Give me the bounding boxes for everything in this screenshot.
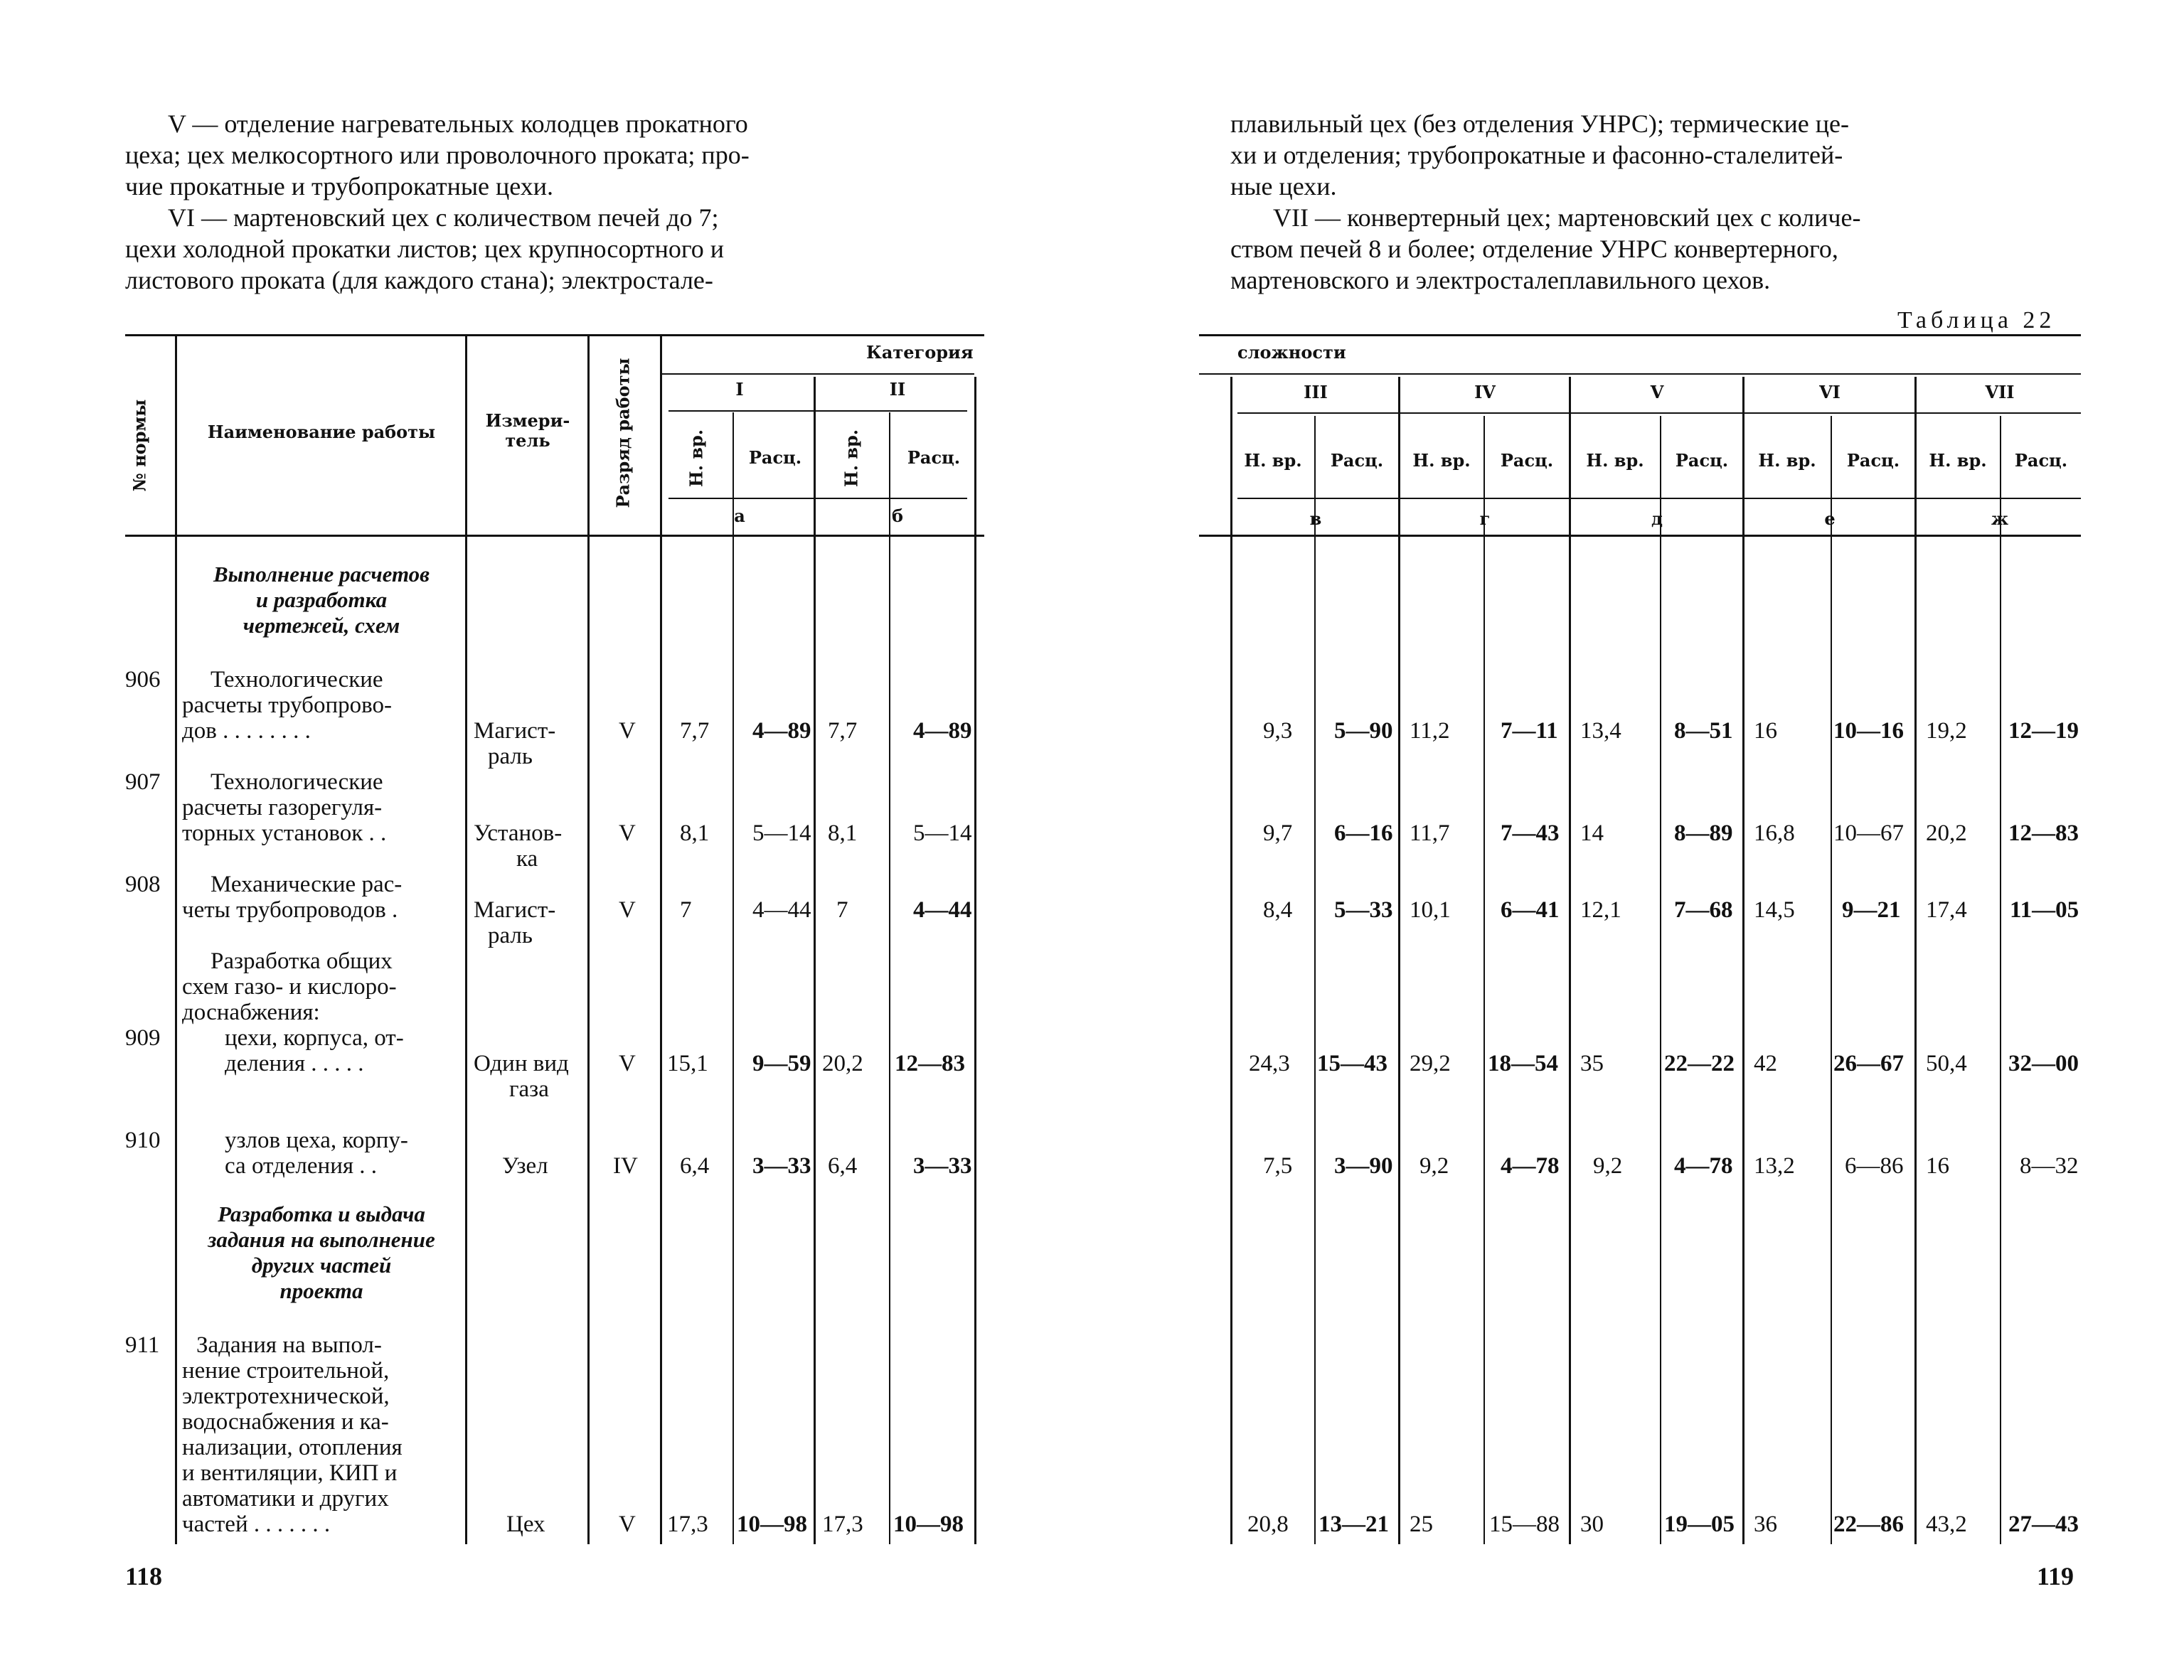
rasc-header: Расц. — [2014, 450, 2068, 471]
work-name-line: водоснабжения и ка- — [182, 1409, 389, 1435]
col-divider — [1483, 416, 1485, 1544]
text-line: листового проката (для каждого стана); электростале- — [125, 266, 713, 294]
value-rasc: 27—43 — [2008, 1512, 2079, 1537]
subcol-rule — [1237, 498, 2081, 499]
value-nvr: 17,4 — [1926, 897, 1967, 923]
work-name-line: Технологические — [211, 769, 383, 795]
value-rasc: 4—89 — [913, 718, 972, 744]
unit — [506, 1512, 545, 1537]
text-line: цеха; цех мелкосортного или проволочного проката; про- — [125, 141, 750, 169]
text-line: плавильный цех (без отделения УНРС); термические це- — [1230, 109, 1850, 138]
work-name-line: нализации, отопления — [182, 1435, 403, 1460]
work-name — [182, 769, 464, 846]
left-intro-text — [125, 108, 979, 296]
value-rasc: 6—41 — [1501, 897, 1560, 923]
section-heading — [182, 562, 461, 638]
text-line: чие прокатные и трубопрокатные цехи. — [125, 172, 554, 200]
unit-line: газа — [509, 1076, 549, 1102]
page-number-right: 119 — [2037, 1562, 2074, 1590]
n-vr-header: Н. вр. — [1412, 450, 1471, 471]
col-divider — [1398, 377, 1400, 1544]
unit-line: Узел — [502, 1153, 548, 1179]
col-divider — [660, 336, 662, 1544]
value-rasc: 5—14 — [913, 820, 972, 846]
unit-line: ка — [516, 846, 538, 872]
text-line: ные цехи. — [1230, 172, 1337, 200]
value-nvr: 20,2 — [822, 1051, 863, 1076]
sub-d-label: д — [1651, 508, 1663, 529]
text-line: VI — мартеновский цех с количеством печей до 7; — [168, 203, 719, 232]
value-nvr: 17,3 — [667, 1512, 708, 1537]
work-name-line: Разработка общих — [211, 948, 393, 974]
text-line: мартеновского и электросталеплавильного цехов. — [1230, 266, 1771, 294]
value-rasc: 8—32 — [2020, 1153, 2079, 1179]
value-rasc: 10—98 — [893, 1512, 964, 1537]
unit-header: Измери- тель — [485, 410, 570, 451]
col-divider — [465, 336, 467, 1544]
col-divider — [814, 377, 816, 1544]
value-nvr: 6,4 — [828, 1153, 858, 1179]
value-nvr: 9,3 — [1263, 718, 1293, 744]
col-divider — [587, 336, 590, 1544]
n-vr-header: Н. вр. — [686, 429, 707, 488]
value-rasc: 8—89 — [1674, 820, 1733, 846]
subcat-rule — [668, 410, 967, 412]
cat-II-label: II — [889, 379, 906, 400]
text-line: V — отделение нагревательных колодцев прокатного — [168, 109, 748, 138]
col-divider — [1569, 377, 1571, 1544]
value-rasc: 4—78 — [1674, 1153, 1733, 1179]
n-vr-header: Н. вр. — [1758, 450, 1816, 471]
work-name-line: Задания на выпол- — [196, 1332, 382, 1358]
value-nvr: 35 — [1580, 1051, 1604, 1076]
value-nvr: 7,7 — [828, 718, 858, 744]
value-nvr: 7,7 — [680, 718, 710, 744]
unit — [502, 1153, 548, 1179]
value-rasc: 4—44 — [752, 897, 811, 923]
cat-V-label: V — [1650, 382, 1664, 402]
unit — [474, 820, 562, 872]
sub-b-label: б — [891, 505, 903, 526]
rasc-header: Расц. — [1846, 450, 1900, 471]
value-nvr: 8,1 — [680, 820, 710, 846]
work-name-line: частей . . . . . . . — [182, 1512, 331, 1537]
n-vr-header: Н. вр. — [1586, 450, 1644, 471]
sub-e-label: е — [1824, 508, 1836, 529]
value-nvr: 11,2 — [1410, 718, 1450, 744]
value-nvr: 9,2 — [1593, 1153, 1623, 1179]
complexity-header: сложности — [1237, 342, 1346, 363]
work-name-line: схем газо- и кислоро- — [182, 974, 397, 1000]
header-bottom-rule — [125, 535, 984, 537]
col-divider — [889, 412, 890, 1544]
work-name-line: деления . . . . . — [225, 1051, 364, 1076]
subcol-rule — [668, 498, 967, 499]
value-rasc: 12—83 — [2008, 820, 2079, 846]
col-divider — [733, 412, 734, 1544]
value-nvr: 6,4 — [680, 1153, 710, 1179]
value-rasc: 6—86 — [1845, 1153, 1904, 1179]
col-divider — [1660, 416, 1661, 1544]
value-rasc: 3—33 — [913, 1153, 972, 1179]
work-name-line: Механические рас- — [211, 872, 403, 897]
norm-number: 906 — [125, 667, 161, 692]
category-header: Категория — [866, 342, 974, 363]
unit-line: Магист- — [474, 718, 556, 744]
col-divider — [2000, 416, 2001, 1544]
header-bottom-rule — [1199, 535, 2081, 537]
work-name-line: электротехнической, — [182, 1384, 390, 1409]
work-name — [182, 667, 464, 744]
value-rasc: 10—16 — [1833, 718, 1904, 744]
section-heading — [182, 1202, 461, 1304]
grade: V — [619, 820, 636, 846]
value-nvr: 7 — [836, 897, 848, 923]
page-number-left: 118 — [125, 1562, 163, 1590]
col-divider — [1742, 377, 1744, 1544]
value-nvr: 42 — [1754, 1051, 1777, 1076]
value-nvr: 7,5 — [1263, 1153, 1293, 1179]
value-rasc: 7—43 — [1501, 820, 1560, 846]
value-nvr: 14,5 — [1754, 897, 1795, 923]
value-nvr: 16 — [1754, 718, 1777, 744]
value-rasc: 4—44 — [913, 897, 972, 923]
work-name-line: узлов цеха, корпу- — [225, 1128, 408, 1153]
table-top-rule — [1199, 334, 2081, 336]
value-rasc: 5—14 — [752, 820, 811, 846]
value-nvr: 7 — [680, 897, 692, 923]
unit-line: раль — [488, 744, 533, 769]
work-name-line: расчеты газорегуля- — [182, 795, 383, 820]
value-nvr: 10,1 — [1410, 897, 1451, 923]
col-divider — [1914, 377, 1917, 1544]
value-rasc: 26—67 — [1833, 1051, 1904, 1076]
table-title: Таблица 22 — [1897, 307, 2056, 333]
value-nvr: 20,8 — [1247, 1512, 1289, 1537]
value-nvr: 20,2 — [1926, 820, 1967, 846]
unit-line: Установ- — [474, 820, 563, 846]
text-line: цехи холодной прокатки листов; цех крупносортного и — [125, 235, 725, 263]
value-rasc: 7—11 — [1501, 718, 1558, 744]
value-nvr: 19,2 — [1926, 718, 1967, 744]
n-vr-header: Н. вр. — [841, 429, 862, 488]
value-nvr: 29,2 — [1410, 1051, 1451, 1076]
rasc-header: Расц. — [1675, 450, 1729, 471]
value-rasc: 32—00 — [2008, 1051, 2079, 1076]
value-nvr: 50,4 — [1926, 1051, 1967, 1076]
cat-VI-label: VI — [1819, 382, 1841, 402]
category-rule — [1199, 373, 2081, 375]
work-name-line: торных установок . . — [182, 820, 387, 846]
value-nvr: 9,2 — [1419, 1153, 1449, 1179]
n-vr-header: Н. вр. — [1929, 450, 1987, 471]
value-rasc: 12—19 — [2008, 718, 2079, 744]
rasc-header: Расц. — [1500, 450, 1554, 471]
right-intro-text — [1230, 108, 2084, 296]
value-nvr: 14 — [1580, 820, 1604, 846]
section-heading-line: Выполнение расчетов — [213, 562, 430, 587]
n-vr-header: Н. вр. — [1244, 450, 1302, 471]
value-nvr: 16 — [1926, 1153, 1949, 1179]
sub-v-label: в — [1309, 508, 1322, 529]
value-rasc: 4—78 — [1501, 1153, 1560, 1179]
work-name-line: четы трубопроводов . — [182, 897, 398, 923]
section-heading-line: и разработка — [255, 587, 388, 612]
cat-VII-label: VII — [1985, 382, 2015, 402]
value-rasc: 22—86 — [1833, 1512, 1904, 1537]
grade: V — [619, 897, 636, 923]
value-nvr: 17,3 — [822, 1512, 863, 1537]
value-nvr: 8,4 — [1263, 897, 1293, 923]
value-rasc: 9—59 — [752, 1051, 811, 1076]
section-heading-line: задания на выполнение — [208, 1227, 435, 1252]
value-rasc: 22—22 — [1664, 1051, 1735, 1076]
value-rasc: 7—68 — [1674, 897, 1733, 923]
value-rasc: 5—90 — [1334, 718, 1393, 744]
work-name — [182, 1128, 464, 1179]
work-name-line: и вентиляции, КИП и — [182, 1460, 398, 1486]
work-name-line: дов . . . . . . . . — [182, 718, 311, 744]
work-name-line: автоматики и других — [182, 1486, 389, 1512]
unit-line: Один вид — [474, 1051, 569, 1076]
work-name-line: цехи, корпуса, от- — [225, 1025, 404, 1051]
value-nvr: 43,2 — [1926, 1512, 1967, 1537]
sub-zh-label: ж — [1991, 508, 2009, 529]
value-nvr: 12,1 — [1580, 897, 1621, 923]
grade: IV — [613, 1153, 638, 1179]
rasc-header: Расц. — [1330, 450, 1384, 471]
section-heading-line: проекта — [279, 1278, 363, 1303]
sub-g-label: г — [1479, 508, 1491, 529]
unit-line: Магист- — [474, 897, 556, 923]
value-nvr: 11,7 — [1410, 820, 1450, 846]
value-nvr: 16,8 — [1754, 820, 1795, 846]
value-rasc: 3—90 — [1334, 1153, 1393, 1179]
value-rasc: 3—33 — [752, 1153, 811, 1179]
work-group-name — [182, 948, 464, 1025]
value-rasc: 9—21 — [1842, 897, 1901, 923]
section-heading-line: Разработка и выдача — [218, 1202, 425, 1226]
grade: V — [619, 1512, 636, 1537]
norm-number: 911 — [125, 1332, 160, 1358]
value-rasc: 13—21 — [1319, 1512, 1389, 1537]
work-name-line: расчеты трубопрово- — [182, 692, 392, 718]
text-line: VII — конвертерный цех; мартеновский цех с количе- — [1273, 203, 1861, 232]
unit — [474, 897, 555, 948]
work-name — [182, 872, 464, 923]
work-name-line: са отделения . . — [225, 1153, 378, 1179]
section-heading-line: других частей — [251, 1253, 392, 1278]
col-divider — [1230, 377, 1232, 1544]
col-divider — [175, 336, 177, 1544]
value-nvr: 13,2 — [1754, 1153, 1795, 1179]
subcat-rule — [1237, 412, 2081, 414]
value-nvr: 8,1 — [828, 820, 858, 846]
norm-number: 908 — [125, 872, 161, 897]
value-rasc: 6—16 — [1334, 820, 1393, 846]
value-nvr: 30 — [1580, 1512, 1604, 1537]
rasc-header: Расц. — [748, 447, 802, 468]
value-rasc: 4—89 — [752, 718, 811, 744]
value-rasc: 5—33 — [1334, 897, 1393, 923]
grade-header: Разряд работы — [612, 358, 634, 508]
cat-III-label: III — [1304, 382, 1328, 402]
col-divider — [1831, 416, 1832, 1544]
value-nvr: 9,7 — [1263, 820, 1293, 846]
value-rasc: 10—98 — [737, 1512, 807, 1537]
table-top-rule — [125, 334, 984, 336]
text-line: хи и отделения; трубопрокатные и фасонно-сталелитей- — [1230, 141, 1843, 169]
work-name — [182, 1332, 464, 1537]
value-rasc: 10—67 — [1833, 820, 1904, 846]
value-nvr: 24,3 — [1249, 1051, 1290, 1076]
grade: V — [619, 718, 636, 744]
category-rule — [661, 373, 974, 375]
value-rasc: 11—05 — [2010, 897, 2079, 923]
rasc-header: Расц. — [907, 447, 961, 468]
value-nvr: 25 — [1410, 1512, 1433, 1537]
unit — [474, 1051, 569, 1102]
norm-number: 910 — [125, 1128, 161, 1153]
norm-number: 907 — [125, 769, 161, 795]
cat-I-label: I — [735, 379, 744, 400]
value-rasc: 12—83 — [895, 1051, 965, 1076]
value-nvr: 13,4 — [1580, 718, 1621, 744]
work-name — [182, 1025, 464, 1076]
col-divider — [1314, 416, 1316, 1544]
norm-no-header: № нормы — [129, 399, 150, 492]
cat-IV-label: IV — [1474, 382, 1496, 402]
work-name-line: доснабжения: — [182, 1000, 320, 1025]
value-rasc: 18—54 — [1488, 1051, 1558, 1076]
unit-line: Цех — [506, 1512, 545, 1537]
work-name-line: Технологические — [211, 667, 383, 692]
unit-line: раль — [488, 923, 533, 948]
work-name-line: нение строительной, — [182, 1358, 390, 1384]
value-rasc: 15—88 — [1489, 1512, 1560, 1537]
value-rasc: 8—51 — [1674, 718, 1733, 744]
value-rasc: 15—43 — [1317, 1051, 1387, 1076]
grade: V — [619, 1051, 636, 1076]
value-nvr: 15,1 — [667, 1051, 708, 1076]
col-divider — [974, 377, 976, 1544]
sub-a-label: а — [734, 505, 745, 526]
value-nvr: 36 — [1754, 1512, 1777, 1537]
value-rasc: 19—05 — [1664, 1512, 1735, 1537]
norm-number: 909 — [125, 1025, 161, 1051]
work-name-header: Наименование работы — [207, 422, 436, 442]
unit — [474, 718, 555, 769]
section-heading-line: чертежей, схем — [243, 613, 400, 638]
text-line: ством печей 8 и более; отделение УНРС конвертерного, — [1230, 235, 1838, 263]
